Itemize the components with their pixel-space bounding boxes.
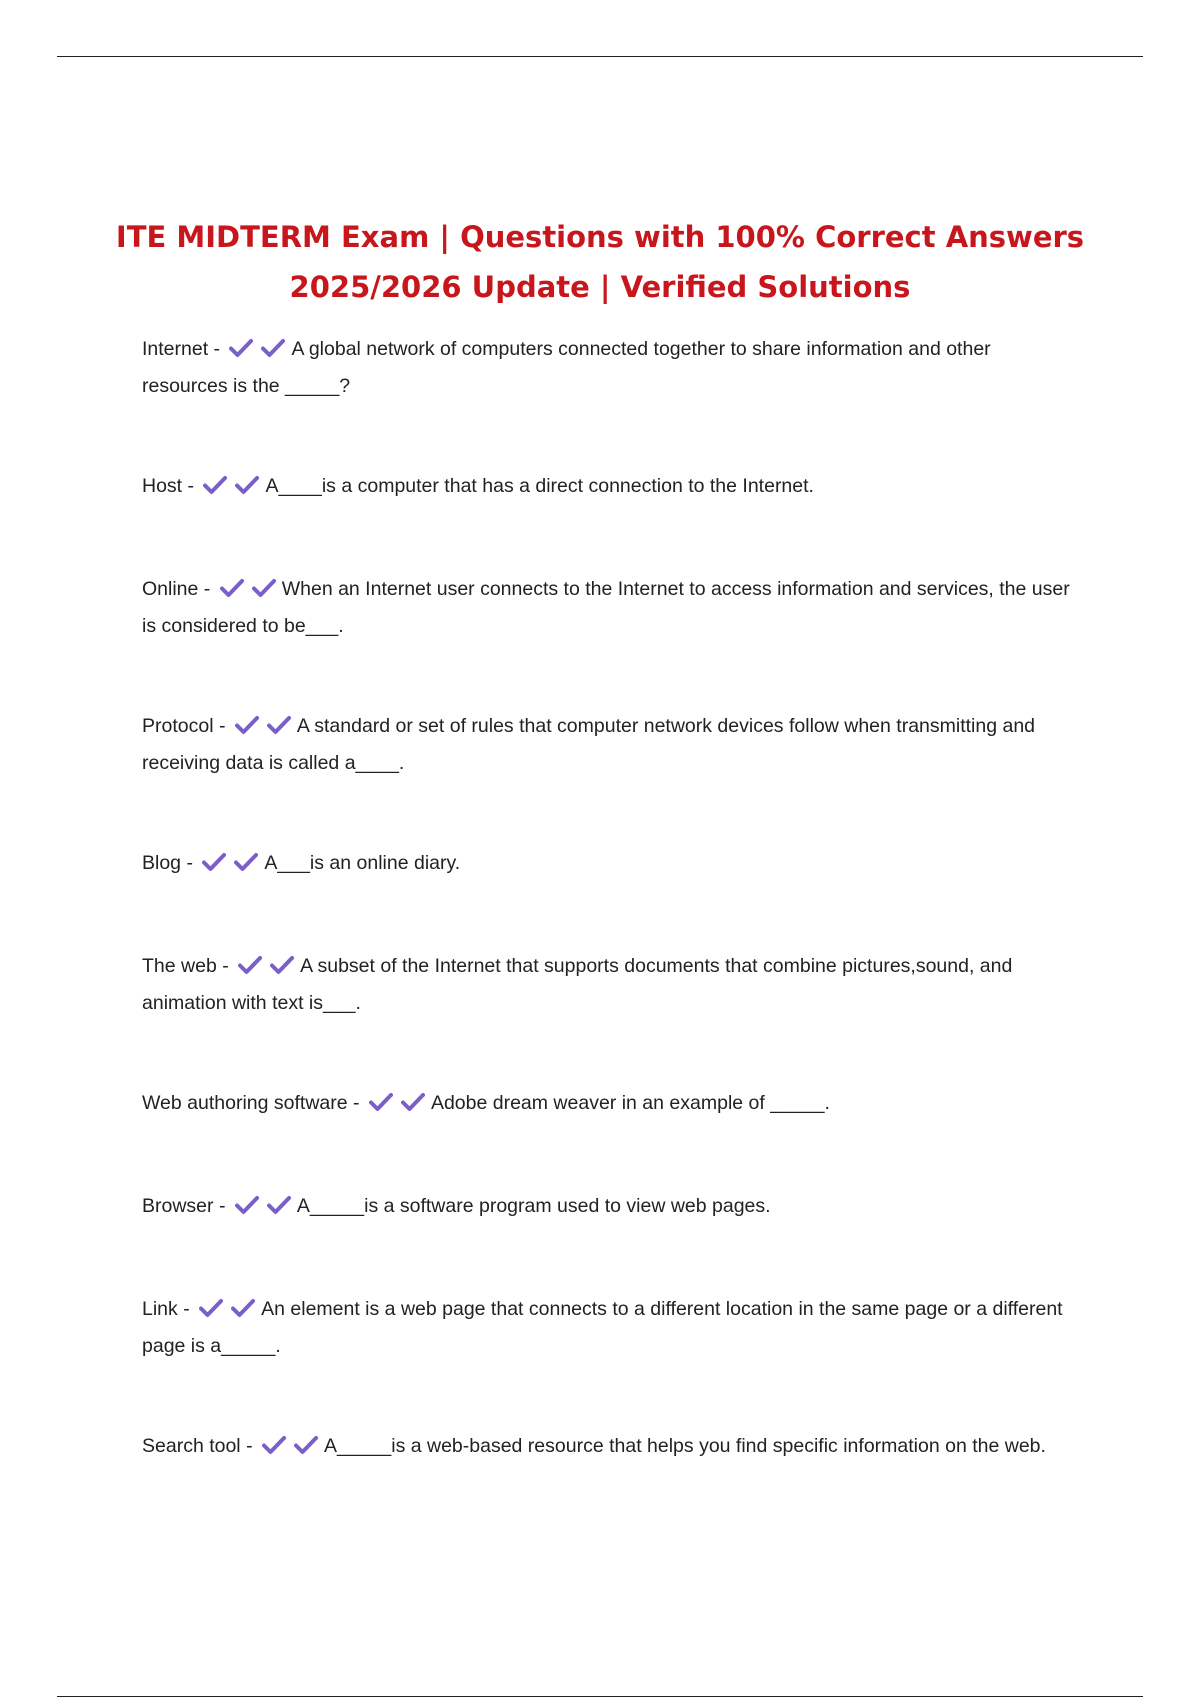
qa-separator: - xyxy=(177,1298,196,1320)
qa-question: A_____is a web-based resource that helps you find specific information on the web. xyxy=(324,1435,1046,1457)
qa-entry-online xyxy=(142,572,1072,643)
qa-question: A____is a computer that has a direct connection to the Internet. xyxy=(265,475,814,497)
qa-term: Protocol xyxy=(142,715,214,737)
qa-entry-web-authoring-software xyxy=(142,1086,1072,1123)
qa-separator: - xyxy=(216,955,235,977)
qa-separator: - xyxy=(213,715,231,737)
qa-entry-internet xyxy=(142,332,1072,403)
double-checkmark-icon xyxy=(203,472,259,506)
double-checkmark-icon xyxy=(220,575,276,609)
qa-term: Link xyxy=(142,1298,178,1320)
qa-term: Online xyxy=(142,578,199,600)
double-checkmark-icon xyxy=(229,335,285,369)
qa-entry-browser xyxy=(142,1189,1072,1226)
qa-question: When an Internet user connects to the Internet to access information and services, the user is considered to be___. xyxy=(142,578,1070,637)
qa-separator: - xyxy=(181,852,199,874)
qa-question: An element is a web page that connects to a different location in the same page or a different page is a_____. xyxy=(142,1298,1063,1357)
qa-question: A___is an online diary. xyxy=(264,852,461,874)
qa-term: Host xyxy=(142,475,183,497)
header-rule xyxy=(57,56,1143,57)
qa-question: A subset of the Internet that supports documents that combine pictures,sound, and animation with text is___. xyxy=(142,955,1013,1014)
qa-separator: - xyxy=(208,338,226,360)
title-line-2: 2025/2026 Update | Verified Solutions xyxy=(289,270,911,304)
double-checkmark-icon xyxy=(202,849,258,883)
qa-separator: - xyxy=(347,1092,365,1114)
qa-entry-link xyxy=(142,1292,1072,1363)
qa-question: A standard or set of rules that computer network devices follow when transmitting and receiving data is called a____. xyxy=(142,715,1036,774)
qa-entry-the-web xyxy=(142,949,1072,1020)
double-checkmark-icon xyxy=(199,1295,255,1329)
qa-term: Blog xyxy=(142,852,182,874)
qa-term: Browser xyxy=(142,1195,214,1217)
qa-term: Web authoring software xyxy=(142,1092,348,1114)
footer-rule xyxy=(57,1696,1143,1697)
double-checkmark-icon xyxy=(262,1432,318,1466)
qa-separator: - xyxy=(240,1435,258,1457)
qa-question: A global network of computers connected together to share information and other resources is the _____? xyxy=(142,338,991,397)
qa-entry-host xyxy=(142,469,1072,506)
double-checkmark-icon xyxy=(369,1089,425,1123)
double-checkmark-icon xyxy=(235,1192,291,1226)
double-checkmark-icon xyxy=(235,712,291,746)
qa-separator: - xyxy=(213,1195,231,1217)
qa-entry-blog xyxy=(142,846,1072,883)
qa-question: Adobe dream weaver in an example of _____. xyxy=(430,1092,830,1114)
qa-term: The web xyxy=(142,955,217,977)
double-checkmark-icon xyxy=(238,952,294,986)
qa-separator: - xyxy=(182,475,200,497)
qa-entry-search-tool xyxy=(142,1429,1072,1466)
qa-term: Search tool xyxy=(142,1435,241,1457)
document-title xyxy=(100,212,1100,312)
qa-question: A_____is a software program used to view web pages. xyxy=(296,1195,771,1217)
qa-entry-protocol xyxy=(142,709,1072,780)
title-line-1: ITE MIDTERM Exam | Questions with 100% Correct Answers xyxy=(115,220,1085,254)
qa-separator: - xyxy=(198,578,216,600)
qa-term: Internet xyxy=(142,338,209,360)
qa-list xyxy=(142,332,1072,1532)
